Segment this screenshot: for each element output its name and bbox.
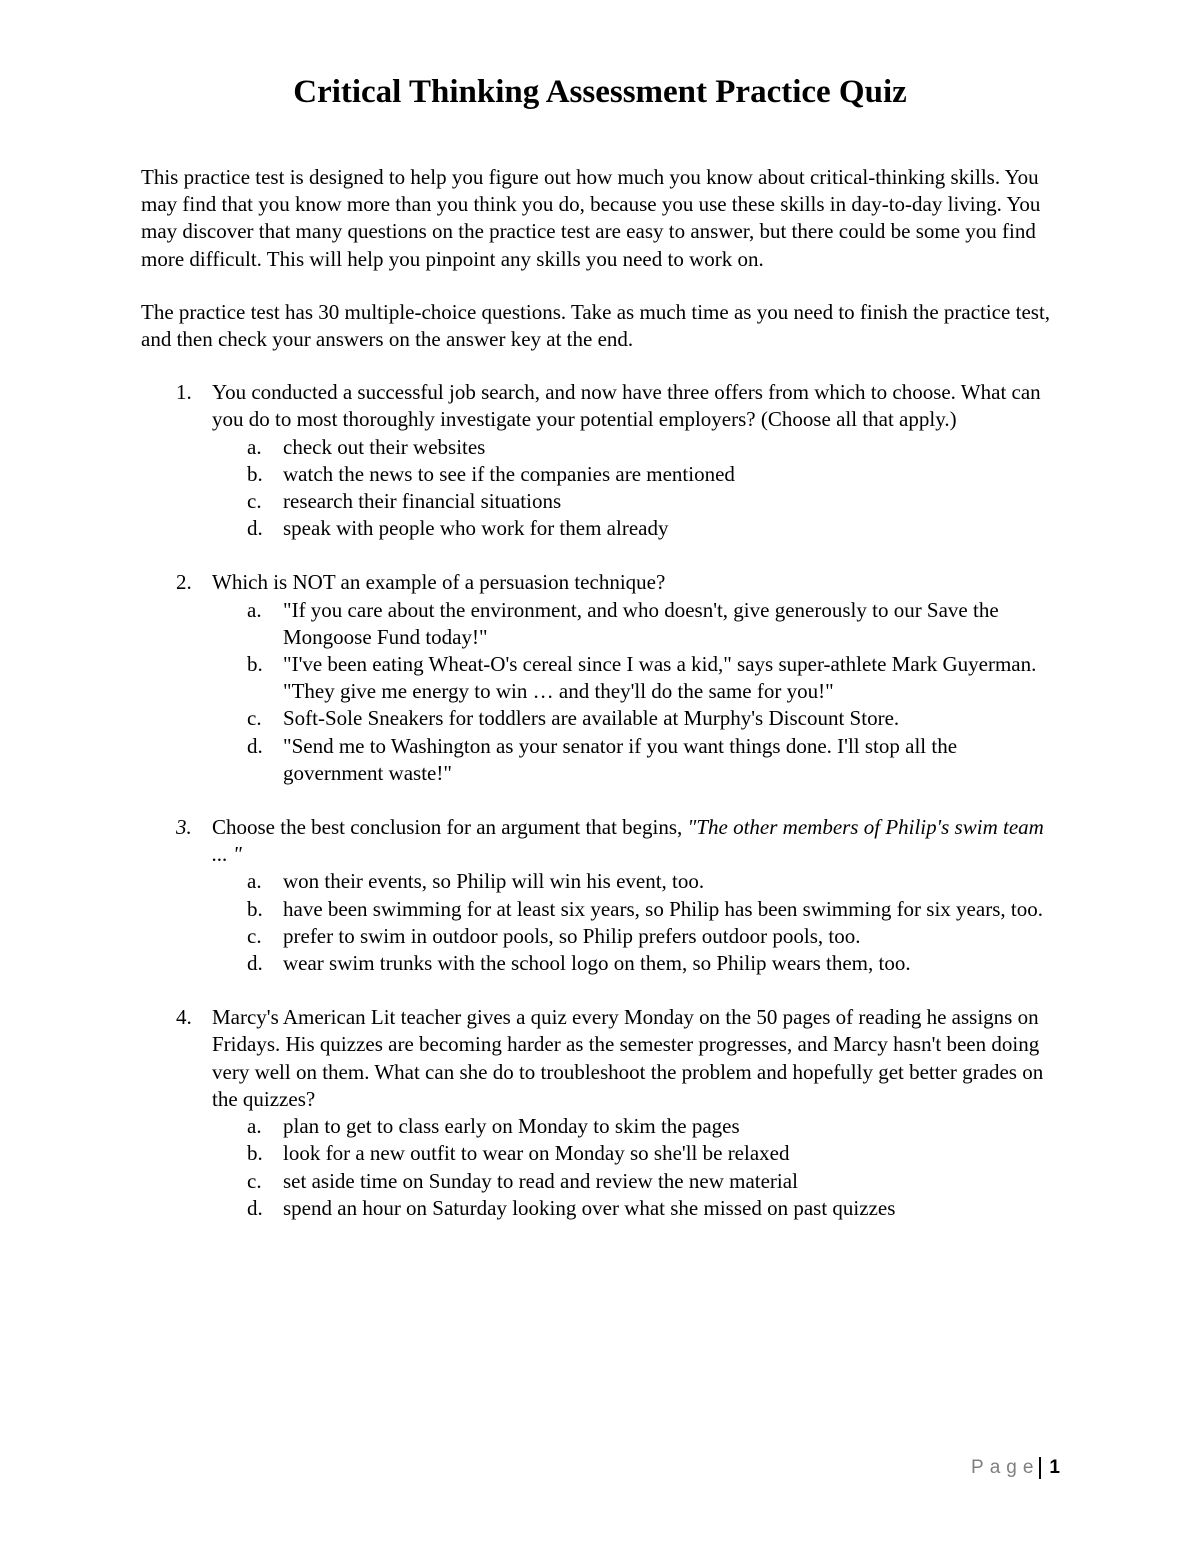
option-letter: c.: [247, 1168, 262, 1193]
option-text: have been swimming for at least six years, so Philip has been swimming for six years, too.: [283, 896, 1043, 921]
option-letter: a.: [247, 434, 262, 459]
question-item: [141, 814, 1061, 977]
option-letter: d.: [247, 733, 263, 758]
option-letter: d.: [247, 951, 263, 976]
option-list: [212, 868, 1061, 977]
option-letter: c.: [247, 923, 262, 948]
option-item: [212, 461, 1061, 488]
question-number: 1.: [176, 380, 192, 405]
question-number: 3.: [176, 815, 192, 840]
question-text: You conducted a successful job search, and now have three offers from which to choose. What can you do to most thoroughly investigate your potential employers? (Choose all that apply.): [212, 380, 1041, 432]
instructions-paragraph: The practice test has 30 multiple-choice questions. Take as much time as you need to finish the practice test, and then check your answers on the answer key at the end.: [141, 299, 1051, 352]
option-item: [212, 733, 1061, 787]
option-text: research their financial situations: [283, 489, 562, 514]
option-letter: b.: [247, 652, 263, 677]
option-item: [212, 1195, 1061, 1222]
option-text: "I've been eating Wheat-O's cereal since I was a kid," says super-athlete Mark Guyerman. "They give me energy to win … and they'll do the same for you!": [283, 652, 1037, 704]
option-item: [212, 434, 1061, 461]
option-letter: b.: [247, 461, 263, 486]
option-letter: a.: [247, 1114, 262, 1139]
question-text: Marcy's American Lit teacher gives a quiz every Monday on the 50 pages of reading he assigns on Fridays. His quizzes are becoming harder as the semester progresses, and Marcy hasn't been doing very well on them. What can she do to troubleshoot the problem and hopefully get better grades on the quizzes?: [212, 1005, 1044, 1111]
option-item: [212, 1113, 1061, 1140]
option-letter: a.: [247, 597, 262, 622]
option-letter: d.: [247, 516, 263, 541]
option-letter: c.: [247, 706, 262, 731]
option-text: watch the news to see if the companies are mentioned: [283, 461, 735, 486]
option-text: "Send me to Washington as your senator if you want things done. I'll stop all the government waste!": [283, 733, 958, 785]
page-number: 1: [1049, 1457, 1060, 1478]
question-list: [141, 379, 1061, 1222]
option-letter: b.: [247, 896, 263, 921]
option-item: [212, 705, 1061, 732]
option-text: prefer to swim in outdoor pools, so Philip prefers outdoor pools, too.: [283, 923, 861, 948]
page-label: Page: [971, 1457, 1040, 1478]
option-letter: b.: [247, 1141, 263, 1166]
option-text: check out their websites: [283, 434, 486, 459]
option-text: spend an hour on Saturday looking over what she missed on past quizzes: [283, 1195, 896, 1220]
option-text: look for a new outfit to wear on Monday so she'll be relaxed: [283, 1141, 790, 1166]
intro-paragraph: This practice test is designed to help you figure out how much you know about critical-thinking skills. You may find that you know more than you think you do, because you use these skills in day-to-day living. You may discover that many questions on the practice test are easy to answer, but there could be some you find more difficult. This will help you pinpoint any skills you need to work on.: [141, 165, 1041, 271]
option-item: [212, 1168, 1061, 1195]
question-item: [141, 379, 1061, 542]
option-item: [212, 597, 1061, 651]
option-letter: c.: [247, 489, 262, 514]
option-item: [212, 923, 1061, 950]
option-text: wear swim trunks with the school logo on them, so Philip wears them, too.: [283, 951, 911, 976]
option-item: [212, 868, 1061, 895]
question-item: [141, 569, 1061, 787]
option-item: [212, 950, 1061, 977]
option-item: [212, 488, 1061, 515]
option-letter: d.: [247, 1195, 263, 1220]
option-text: won their events, so Philip will win his event, too.: [283, 869, 705, 894]
document-body: [141, 164, 1061, 1249]
option-text: set aside time on Sunday to read and review the new material: [283, 1168, 798, 1193]
option-text: "If you care about the environment, and who doesn't, give generously to our Save the Mongoose Fund today!": [283, 597, 999, 649]
option-text: plan to get to class early on Monday to skim the pages: [283, 1114, 740, 1139]
option-text: speak with people who work for them already: [283, 516, 669, 541]
page-footer: [971, 1457, 1060, 1479]
page-title: Critical Thinking Assessment Practice Quiz: [293, 74, 907, 110]
question-text: Which is NOT an example of a persuasion technique?: [212, 570, 666, 595]
option-letter: a.: [247, 869, 262, 894]
option-item: [212, 896, 1061, 923]
option-item: [212, 651, 1061, 705]
question-text: [212, 814, 1061, 868]
option-item: [212, 1140, 1061, 1167]
question-text-emphasis: "The other members of Philip's swim team ... ": [212, 815, 1044, 867]
question-number: 2.: [176, 570, 192, 595]
option-item: [212, 515, 1061, 542]
option-text: Soft-Sole Sneakers for toddlers are available at Murphy's Discount Store.: [283, 706, 900, 731]
question-text-plain: Choose the best conclusion for an argument that begins,: [212, 815, 688, 840]
option-list: [212, 434, 1061, 543]
question-item: [141, 1004, 1061, 1222]
option-list: [212, 1113, 1061, 1222]
question-number: 4.: [176, 1005, 192, 1030]
option-list: [212, 597, 1061, 787]
footer-divider: [1039, 1457, 1041, 1479]
